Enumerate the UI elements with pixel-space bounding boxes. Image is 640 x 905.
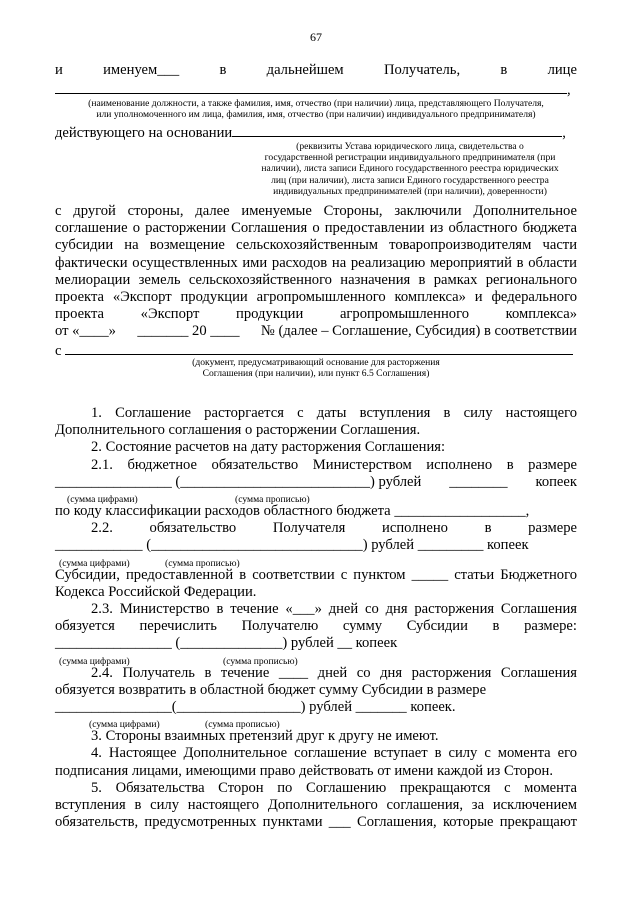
preamble-line-7: проекта «Экспорт продукции агропромышленного комплекса»: [55, 306, 577, 323]
header-line: [55, 62, 577, 79]
clause-2-1-code: по коду классификации расходов областного бюджета __________________,: [55, 503, 530, 520]
preamble-caption: (документ, предусматривающий основание для расторжения Соглашения (при наличии), или пункт 6.5 Соглашения): [192, 357, 440, 380]
preamble-line-8: от «____» _______ 20 ____ № (далее – Соглашение, Субсидия) в соответствии: [55, 323, 577, 340]
blank-line: [55, 80, 567, 94]
amount-caption: (сумма цифрами) (сумма прописью): [59, 557, 240, 569]
word: Получатель,: [383, 62, 461, 78]
preamble: с другой стороны, далее именуемые Стороны, заключили Дополнительное соглашение о расторжении Соглашения о предоставлении из областного бюджета субсидии на возмещение сельскохозяйственным товаропроизводителям части фактически осуществленных ими расходов на реализацию мероприятий в области мелиорации земель сельскохозяйственного назначения в рамках регионального проекта «Экспорт продукции агропромышленного комплекса» и федерального проекта «Экспорт продукции агропромышленного комплекса» от «____» _______ 20 ____ № (далее – Соглашение, Субсидия) в соответствии с: [55, 203, 577, 359]
word: именуем___: [103, 62, 180, 78]
representative-caption: (наименование должности, а также фамилия, имя, отчество (при наличии) лица, представляющего Получателя, или уполномоченного им лица, фамилия, имя, отчество (при наличии) индивидуального предпринимателя): [88, 98, 544, 121]
amount-caption: (сумма цифрами) (сумма прописью): [89, 719, 280, 731]
clause-2-3-line-2: обязуется перечислить Получателю сумму Субсидии в размере:: [55, 618, 577, 635]
word: дальнейшем: [266, 62, 344, 78]
clause-2-2-head: 2.2. обязательство Получателя исполнено в размере: [91, 520, 577, 537]
clauses: 1. Соглашение расторгается с даты вступления в силу настоящего Дополнительного соглашения о расторжении Соглашения. 2. Состояние расчетов на дату расторжения Соглашения: 2.1. бюджетное обязательство Министерством исполнено в размере ________________ (__________________________) рублей ________ копеек (сумма цифрами) (сумма прописью) по коду классификации расходов областного бюджета __________________, 2.2. обязательство Получателя исполнено в размере ____________ (_____________________________) рублей _________ копеек (сумма цифрами) (сумма прописью) Субсидии, предоставленной в соответствии с пунктом _____ статьи Бюджетного Кодекса Российской Федерации. 2.3. Министерство в течение «___» дней со дня расторжения Соглашения обязуется перечислить Получателю сумму Субсидии в размере: ________________ (______________) рублей __ копеек (сумма цифрами) (сумма прописью) 2.4. Получатель в течение ____ дней со дня расторжения Соглашения обязуется возвратить в областной бюджет сумму Субсидии в размере ________________(_________________) рублей _______ копеек. (сумма цифрами) (сумма прописью) 3. Стороны взаимных претензий друг к другу не имеют. 4. Настоящее Дополнительное соглашение вступает в силу с момента его подписания лицами, имеющими право действовать от имени каждой из Сторон. 5. Обязательства Сторон по Соглашению прекращаются с момента вступления в силу настоящего Дополнительного соглашения, за исключением обязательств, предусмотренных пунктами ___ Соглашения, которые прекращают: [55, 405, 577, 831]
representative-blank-line: ,: [55, 80, 577, 96]
blank-line: [232, 123, 562, 137]
acting-basis-line: действующего на основании ,: [55, 125, 566, 141]
word: лице: [547, 62, 577, 78]
amount-caption: (сумма цифрами) (сумма прописью): [59, 655, 298, 667]
clause-2-2-amount: ____________ (_____________________________) рублей _________ копеек: [55, 537, 529, 554]
word: в: [500, 62, 508, 78]
basis-caption: (реквизиты Устава юридического лица, свидетельства о государственной регистрации индивидуального предпринимателя (при наличии), листа записи Единого государственного реестра юридических лиц (при наличии), листа записи Единого государственного реестра индивидуальных предпринимателей (при наличии), доверенности): [261, 141, 559, 197]
page-number: 67: [310, 30, 322, 44]
amount-caption: (сумма цифрами) (сумма прописью): [67, 494, 310, 506]
blank-line: [65, 341, 573, 355]
word: в: [219, 62, 227, 78]
preamble-line-9: с: [55, 341, 577, 360]
clause-2-1-amount: ________________ (__________________________) рублей ________ копеек: [55, 473, 577, 490]
word: и: [55, 62, 63, 78]
